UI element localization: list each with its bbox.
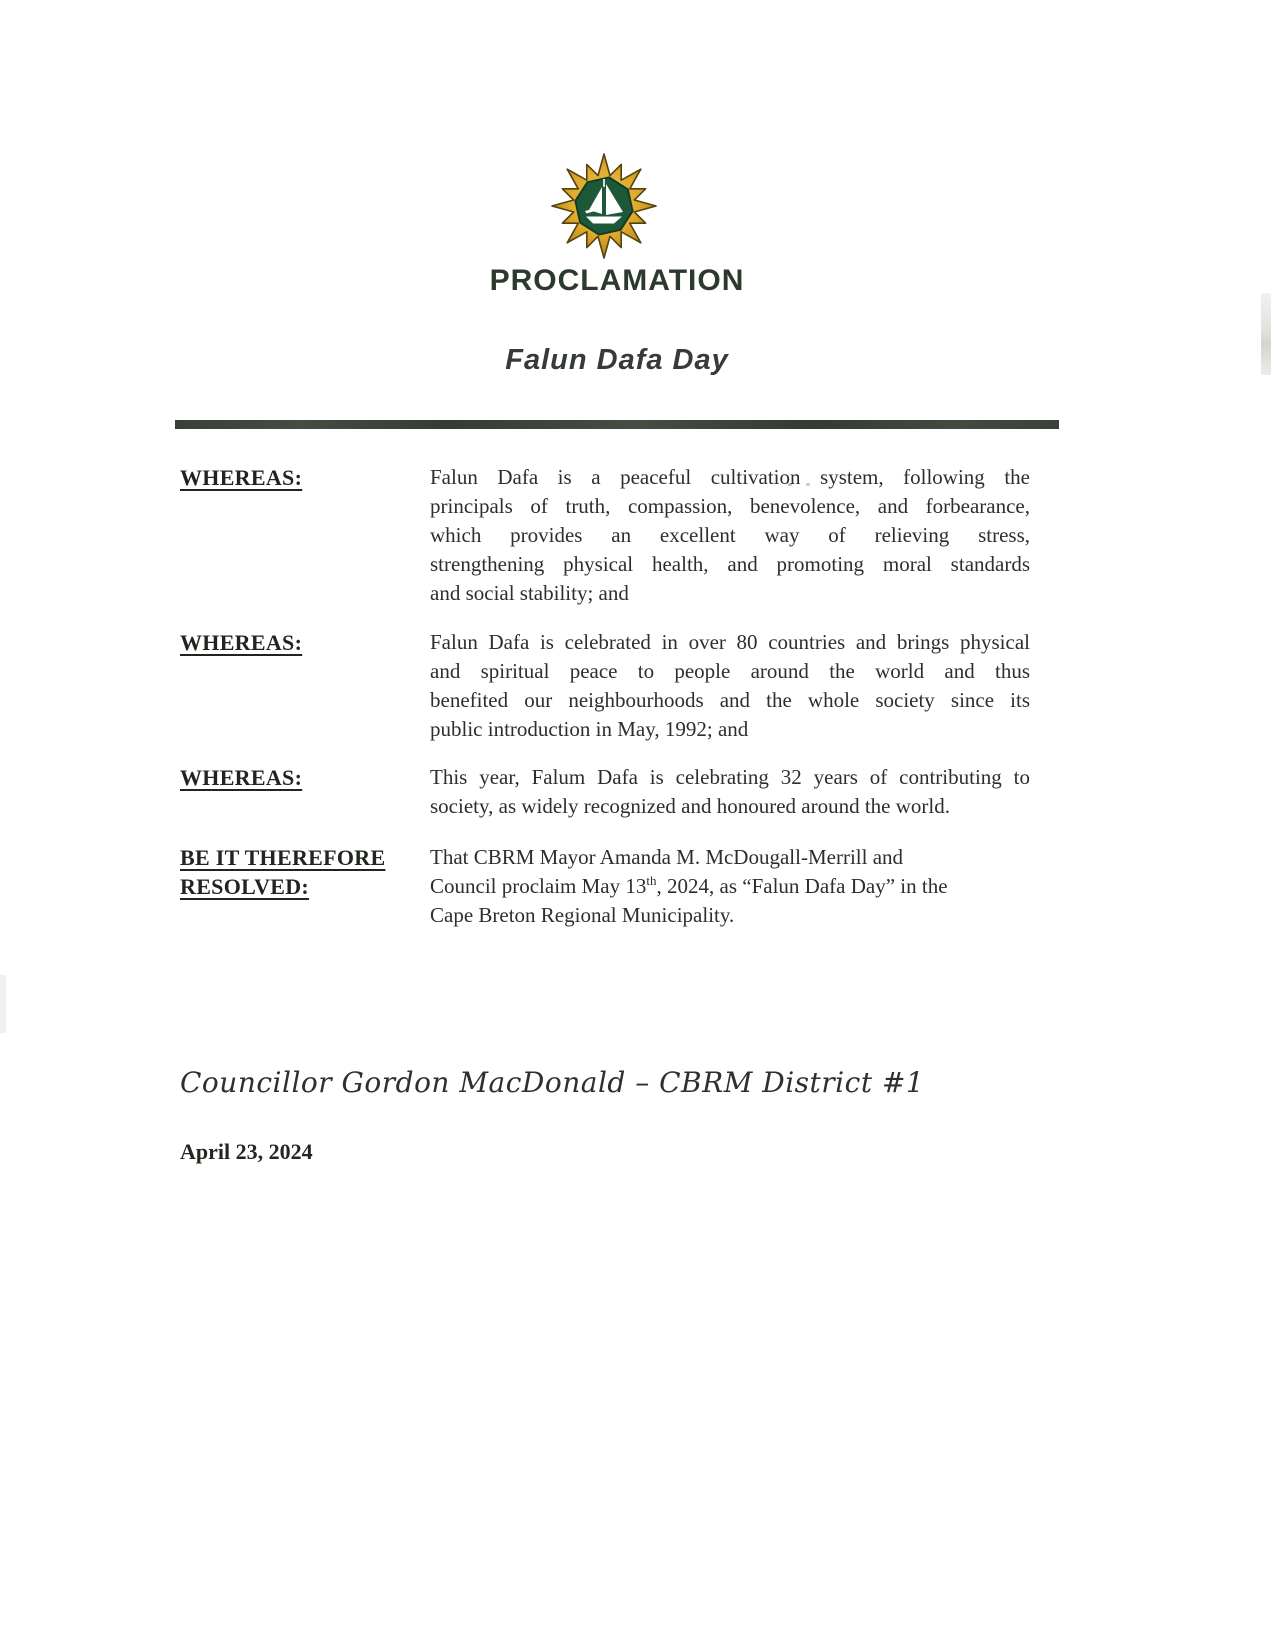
councillor-signature-line: Councillor Gordon MacDonald – CBRM District #1 [180, 1066, 925, 1099]
text-line: strengthening physical health, and promoting moral standards [430, 552, 1030, 576]
clause-text-column [430, 843, 1030, 930]
text-line: This year, Falum Dafa is celebrating 32 years of contributing to [430, 765, 1030, 789]
whereas-clause-2 [180, 628, 1060, 744]
event-title: Falun Dafa Day [505, 344, 729, 376]
clause-text-column [430, 763, 1030, 821]
text-line: which provides an excellent way of relieving stress, [430, 523, 1030, 547]
text-line: public introduction in May, 1992; and [430, 717, 749, 741]
text-segment: Council proclaim May 13 [430, 874, 647, 898]
text-line: Falun Dafa is a peaceful cultivation system, following the [430, 465, 1030, 489]
whereas-label: WHEREAS: [180, 765, 303, 790]
cbrm-crest-logo [551, 147, 657, 265]
ordinal-superscript: th [646, 873, 657, 888]
text-line: principals of truth, compassion, benevolence, and forbearance, [430, 494, 1030, 518]
text-line [430, 872, 1030, 901]
clause-label-column [180, 628, 430, 744]
clause-label-column [180, 843, 430, 930]
proclamation-date: April 23, 2024 [180, 1139, 313, 1164]
resolved-label-line-1: BE IT THEREFORE [180, 845, 386, 870]
clause-text-column [430, 463, 1030, 608]
cbrm-crest-icon [551, 147, 657, 265]
scan-artifact-left-edge [0, 975, 6, 1033]
resolution-clause [180, 843, 1060, 930]
document-type-title: PROCLAMATION [489, 264, 745, 297]
divider-rule [175, 420, 1059, 429]
text-line: and social stability; and [430, 581, 629, 605]
clause-label-column [180, 463, 430, 608]
text-line: Cape Breton Regional Municipality. [430, 903, 735, 927]
clause-text-column [430, 628, 1030, 744]
text-line: benefited our neighbourhoods and the whole society since its [430, 688, 1030, 712]
whereas-label: WHEREAS: [180, 630, 303, 655]
text-line: Falun Dafa is celebrated in over 80 countries and brings physical [430, 630, 1030, 654]
whereas-clause-3 [180, 763, 1060, 821]
text-line: society, as widely recognized and honoured around the world. [430, 794, 950, 818]
whereas-label: WHEREAS: [180, 465, 303, 490]
text-line: and spiritual peace to people around the world and thus [430, 659, 1030, 683]
resolved-label-line-2: RESOLVED: [180, 874, 310, 899]
text-line: That CBRM Mayor Amanda M. McDougall-Merrill and [430, 845, 904, 869]
scan-artifact-right-edge [1261, 293, 1271, 375]
text-segment: , 2024, as “Falun Dafa Day” in the [656, 874, 948, 898]
clause-label-column [180, 763, 430, 821]
whereas-clause-1 [180, 463, 1060, 608]
